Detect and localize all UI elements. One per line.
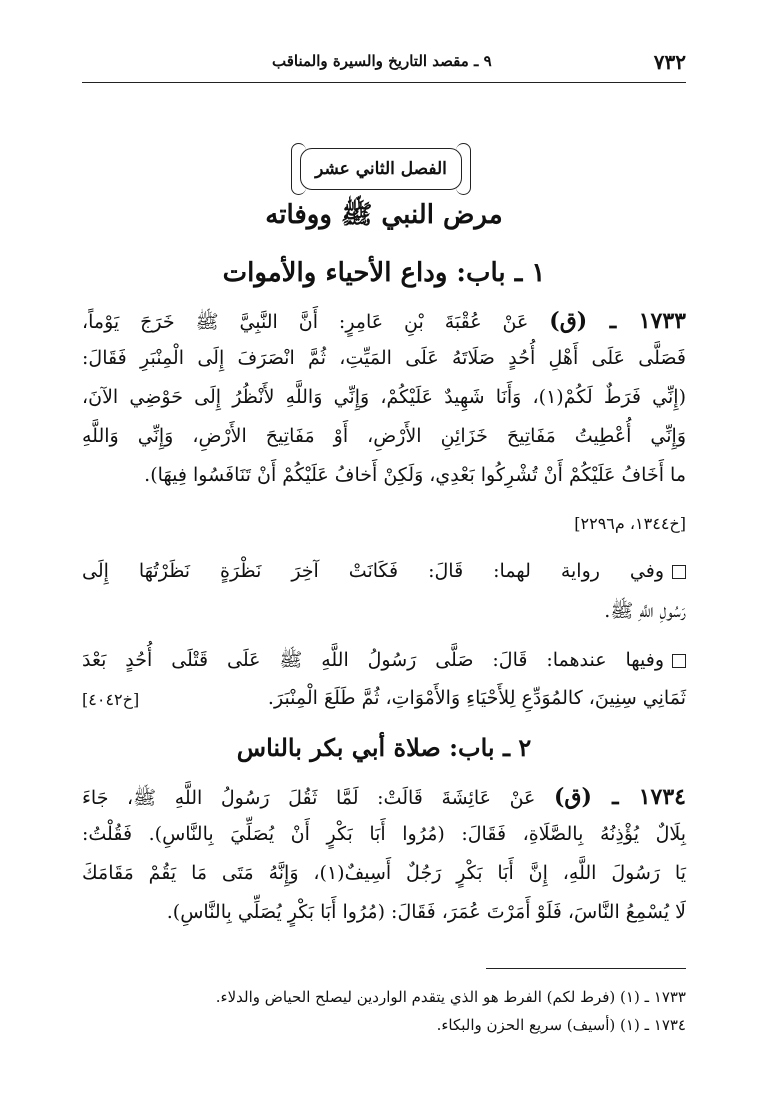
hadith1-line-2: فَصَلَّى عَلَى أَهْلِ أُحُدٍ صَلَاتَهُ عَلَى المَيِّتِ، ثُمَّ انْصَرَفَ إِلَى الْمِنْبَرِ فَقَالَ:	[82, 347, 686, 369]
main-title: مرض النبي ﷺ ووفاته	[265, 200, 503, 230]
chapter-label: الفصل الثاني عشر	[315, 159, 447, 179]
riwaya2-text-1: وفيها عندهما: قَالَ: صَلَّى رَسُولُ اللَّهِ ﷺ عَلَى قَتْلَى أُحُدٍ بَعْدَ	[82, 649, 664, 671]
running-title: ٩ ـ مقصد التاريخ والسيرة والمناقب	[272, 52, 492, 70]
square-marker-icon	[672, 565, 686, 579]
hadith2-line-2: بِلَالٌ يُؤْذِنُهُ بِالصَّلَاةِ، فَقَالَ: (مُرُوا أَبَا بَكْرٍ أَنْ يُصَلِّيَ بِالنَّاسِ). فَقُلْتُ:	[82, 823, 686, 845]
riwaya1-line-1	[82, 560, 686, 582]
footnote-1: ١٧٣٣ ـ (١) (فرط لكم) الفرط هو الذي يتقدم الواردين ليصلح الحياض والدلاء.	[215, 988, 686, 1006]
hadith1-text-1: عَنْ عُقْبَةَ بْنِ عَامِرٍ: أَنَّ النَّبِيَّ ﷺ خَرَجَ يَوْماً،	[82, 311, 529, 333]
hadith2-line-3: يَا رَسُولَ اللَّهِ، إِنَّ أَبَا بَكْرٍ رَجُلٌ أَسِيفٌ(١)، وَإِنَّهُ مَتَى مَا يَقُمْ مَقَامَكَ	[82, 862, 687, 884]
chapter-label-box	[300, 148, 462, 190]
square-marker-icon	[672, 654, 686, 668]
bab1-title: ١ ـ باب: وداع الأحياء والأموات	[222, 258, 546, 288]
riwaya2-line-2: ثَمَانِي سِنِينَ، كالمُوَدِّعِ لِلأَحْيَاءِ وَالأَمْوَاتِ، ثُمَّ طَلَعَ الْمِنْبَرَ.	[267, 687, 686, 709]
riwaya1-line-2: رَسُولِ اللَّهِ ﷺ.	[604, 600, 686, 622]
hadith1-line-1	[82, 308, 686, 338]
footnote-2: ١٧٣٤ ـ (١) (أسيف) سريع الحزن والبكاء.	[436, 1016, 686, 1034]
hadith1-line-3: (إِنِّي فَرَطٌ لَكُمْ(١)، وَأَنَا شَهِيدٌ عَلَيْكُمْ، وَإِنِّي وَاللَّهِ لأَنْظُرُ إِلَى حَوْضِي الآنَ،	[82, 386, 687, 408]
header-rule	[82, 82, 686, 83]
bab2-title: ٢ ـ باب: صلاة أبي بكر بالناس	[236, 733, 532, 762]
riwaya2-line-1	[82, 648, 686, 676]
riwaya2-reference: [خ٤٠٤٢]	[82, 690, 140, 709]
hadith1-number: ١٧٣٣ ـ (ق)	[549, 308, 686, 334]
hadith2-text-1: عَنْ عَائِشَةَ قَالَتْ: لَمَّا ثَقُلَ رَسُولُ اللَّهِ ﷺ، جَاءَ	[82, 787, 536, 809]
page-number: ٧٣٢	[653, 50, 686, 74]
hadith2-line-4: لَا يُسْمِعُ النَّاسَ، فَلَوْ أَمَرْتَ عُمَرَ، فَقَالَ: (مُرُوا أَبَا بَكْرٍ يُصَلِّي بِالنَّاسِ).	[166, 901, 686, 923]
riwaya1-text-1: وفي رواية لهما: قَالَ: فَكَانَتْ آخِرَ نَظْرَةٍ نَظَرْتُهَا إِلَى	[82, 560, 664, 582]
hadith1-reference: [خ١٣٤٤، م٢٢٩٦]	[574, 514, 686, 533]
hadith2-number: ١٧٣٤ ـ (ق)	[553, 784, 686, 810]
hadith2-line-1	[82, 784, 686, 814]
hadith1-line-5: ما أَخَافُ عَلَيْكُمْ أَنْ تُشْرِكُوا بَعْدِي، وَلَكِنْ أَخافُ عَلَيْكُمْ أَنْ تَنَافَسُوا فِيهَا).	[144, 464, 686, 486]
footnote-rule	[486, 968, 686, 969]
hadith1-line-4: وَإِنِّي أُعْطِيتُ مَفَاتِيحَ خَزَائِنِ الأَرْضِ، أَوْ مَفَاتِيحَ الأَرْضِ، وَإِنِّي وَاللَّهِ	[82, 425, 686, 447]
